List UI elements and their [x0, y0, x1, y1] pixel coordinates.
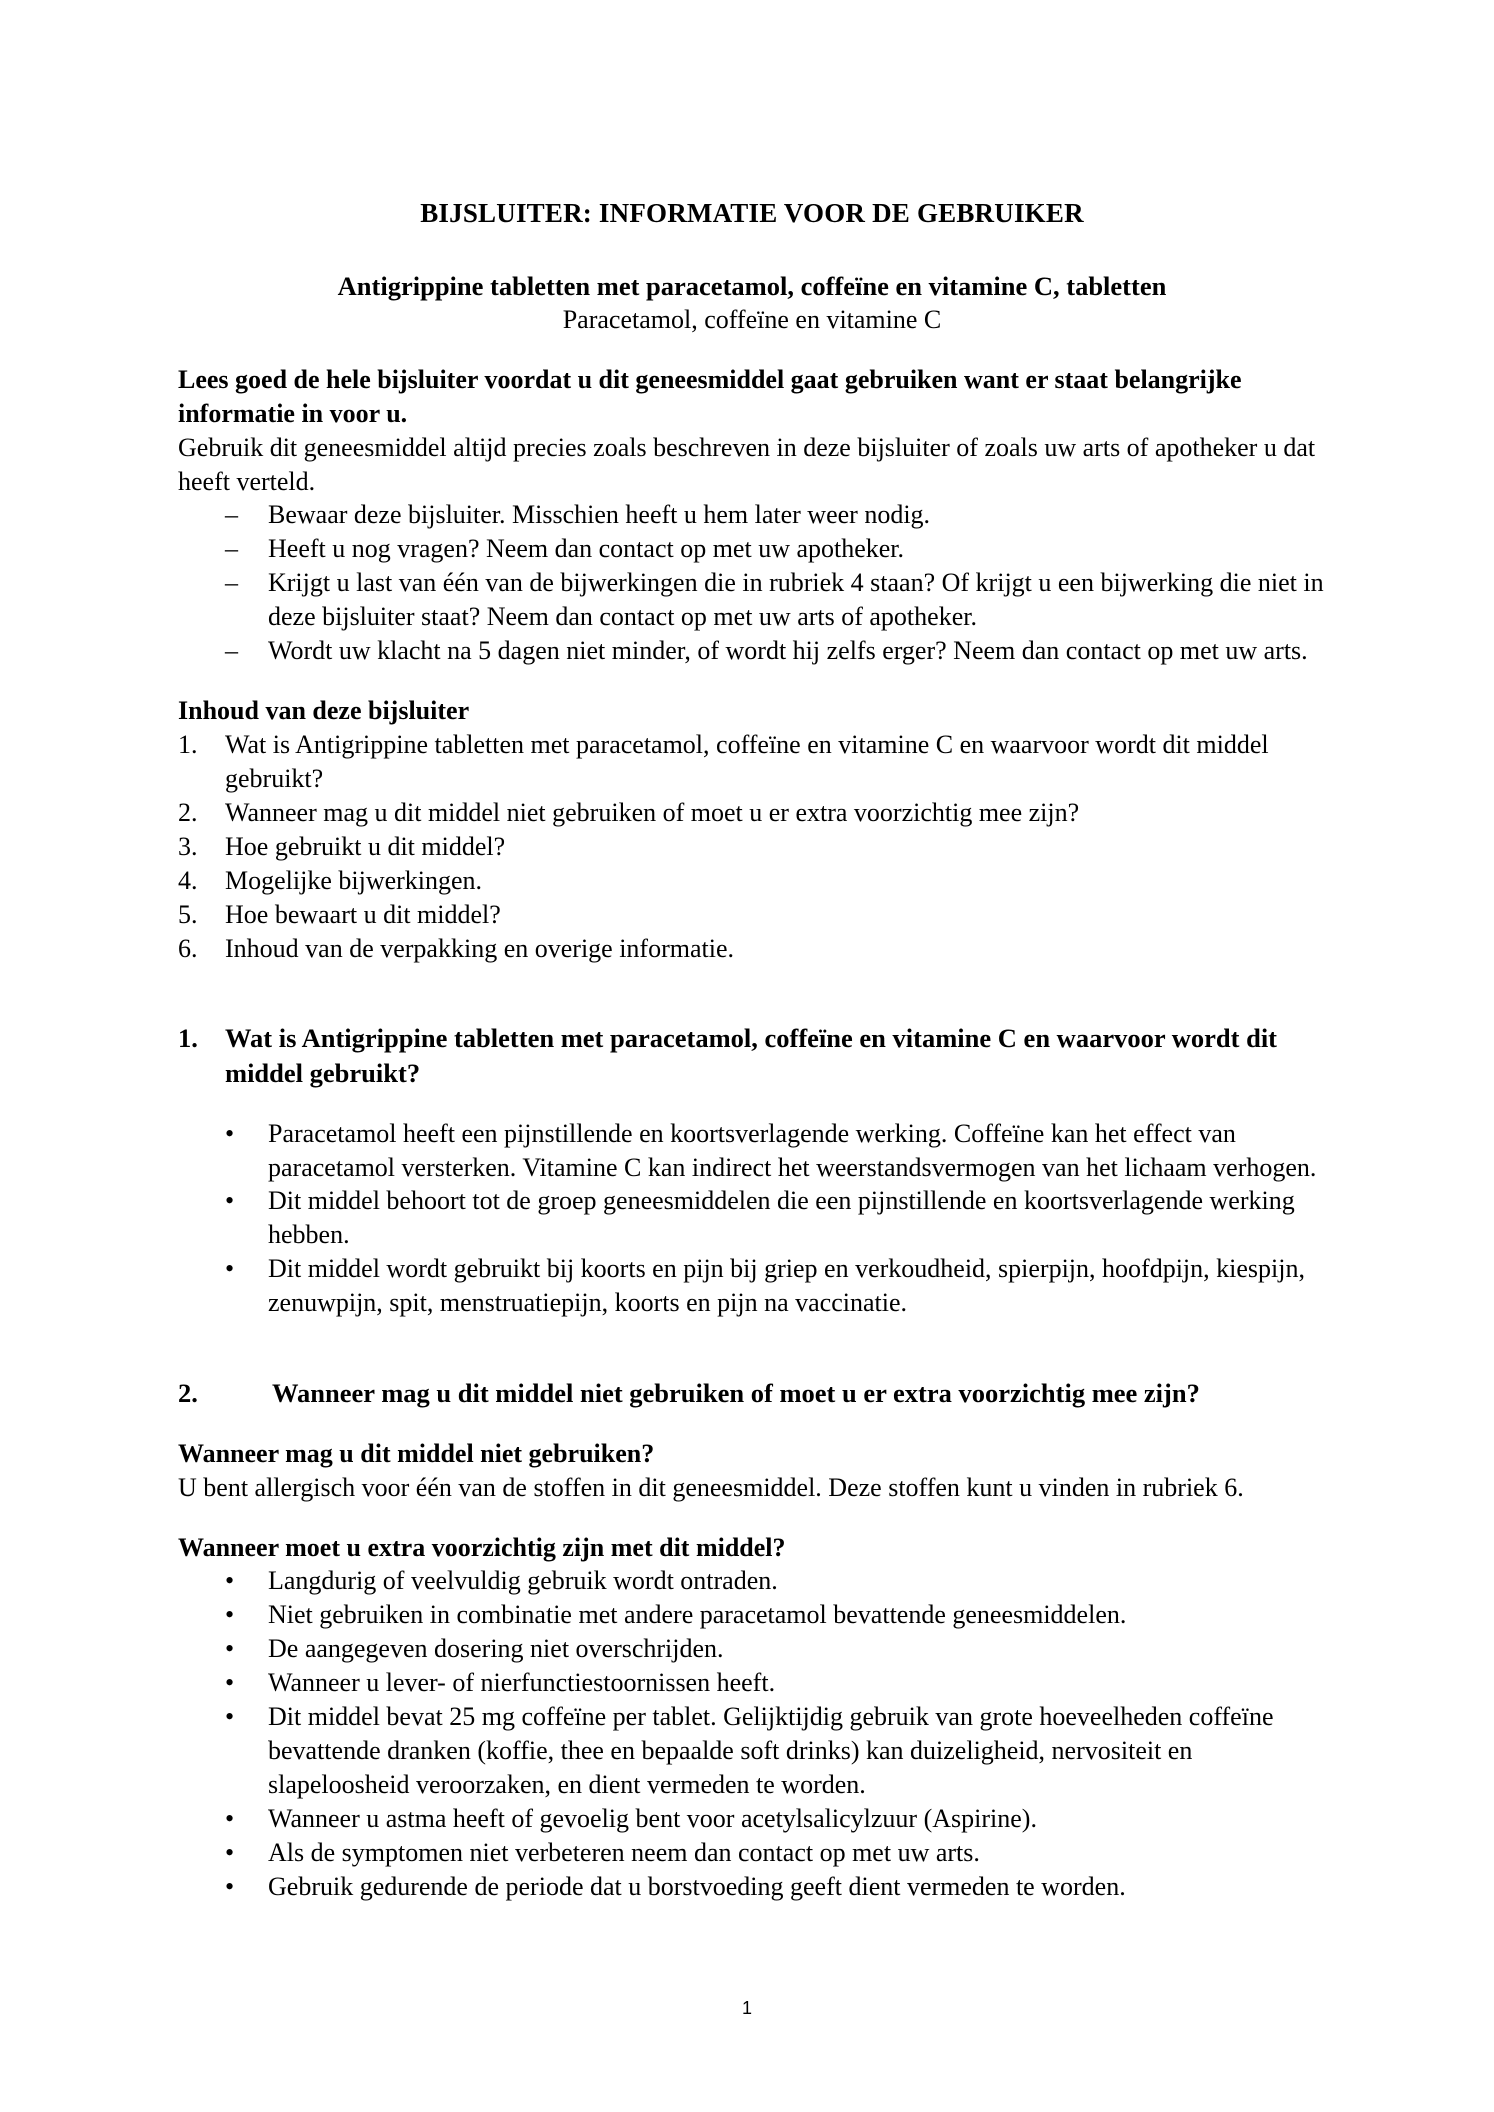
list-number: 1.: [178, 730, 198, 759]
list-number: 2.: [178, 797, 198, 827]
list-item-text: Gebruik gedurende de periode dat u borstvoeding geeft dient vermeden te worden.: [268, 1871, 1126, 1901]
dash-marker: –: [225, 500, 238, 530]
section-1-heading: [178, 1021, 1326, 1090]
intro-dash-list: [178, 498, 1326, 668]
bullet-marker: •: [225, 1837, 235, 1867]
list-item: [178, 932, 1326, 966]
list-number: 4.: [178, 865, 198, 895]
product-substances: Paracetamol, coffeïne en vitamine C: [562, 304, 942, 334]
section-1-bullet-list: [178, 1117, 1326, 1321]
list-item-text: Wordt uw klacht na 5 dagen niet minder, of wordt hij zelfs erger? Neem dan contact op met uw arts.: [268, 636, 1308, 666]
section-2-sub1-paragraph: U bent allergisch voor één van de stoffen in dit geneesmiddel. Deze stoffen kunt u vinden in rubriek 6.: [178, 1472, 1244, 1502]
list-item: [178, 1700, 1326, 1802]
dash-marker: –: [225, 568, 238, 598]
section-2-sub2-heading: Wanneer moet u extra voorzichtig zijn met dit middel?: [178, 1532, 786, 1562]
list-item: [178, 532, 1326, 566]
list-item-text: Wanneer u lever- of nierfunctiestoornissen heeft.: [268, 1668, 776, 1698]
bullet-marker: •: [225, 1566, 235, 1596]
bullet-marker: •: [225, 1118, 235, 1148]
toc-list: [178, 728, 1326, 965]
list-item-text: Mogelijke bijwerkingen.: [225, 865, 483, 895]
list-item-text: Hoe gebruikt u dit middel?: [225, 831, 506, 861]
intro-paragraph: Gebruik dit geneesmiddel altijd precies zoals beschreven in deze bijsluiter of zoals uw arts of apotheker u dat heeft verteld.: [178, 432, 1316, 496]
list-item-text: Hoe bewaart u dit middel?: [225, 899, 501, 929]
list-item-text: Wanneer mag u dit middel niet gebruiken of moet u er extra voorzichtig mee zijn?: [225, 797, 1080, 827]
bullet-marker: •: [225, 1600, 235, 1630]
list-item: [178, 1252, 1326, 1320]
list-item: [178, 634, 1326, 668]
dash-marker: –: [225, 636, 238, 666]
section-number: 2.: [178, 1378, 198, 1409]
list-item: [178, 1836, 1326, 1870]
list-item: [178, 830, 1326, 864]
bullet-marker: •: [225, 1186, 235, 1216]
dash-marker: –: [225, 534, 238, 564]
bullet-marker: •: [225, 1634, 235, 1664]
section-2-sub1-heading: Wanneer mag u dit middel niet gebruiken?: [178, 1438, 655, 1468]
list-item-text: Paracetamol heeft een pijnstillende en koortsverlagende werking. Coffeïne kan het effect van paracetamol versterken. Vitamine C kan indirect het weerstandsvermogen van het lichaam verhogen.: [268, 1118, 1317, 1182]
list-item: [178, 1117, 1326, 1185]
list-item: [178, 1184, 1326, 1252]
document-content: [178, 196, 1326, 1904]
list-item: [178, 1870, 1326, 1904]
list-item: [178, 796, 1326, 830]
section-number: 1.: [178, 1023, 198, 1054]
list-item: [178, 728, 1326, 796]
list-item-text: Krijgt u last van één van de bijwerkingen die in rubriek 4 staan? Of krijgt u een bijwerking die niet in deze bijsluiter staat? Neem dan contact op met uw arts of apotheker.: [268, 568, 1324, 632]
list-item: [178, 566, 1326, 634]
list-item: [178, 1564, 1326, 1598]
page-number: 1: [741, 1998, 752, 2018]
list-item: [178, 498, 1326, 532]
list-number: 6.: [178, 933, 198, 963]
intro-lead-bold: Lees goed de hele bijsluiter voordat u dit geneesmiddel gaat gebruiken want er staat belangrijke informatie in voor u.: [178, 364, 1242, 428]
product-name: Antigrippine tabletten met paracetamol, coffeïne en vitamine C, tabletten: [337, 270, 1167, 301]
bullet-marker: •: [225, 1871, 235, 1901]
list-item: [178, 1802, 1326, 1836]
list-item: [178, 898, 1326, 932]
list-number: 3.: [178, 831, 198, 861]
list-item-text: Wat is Antigrippine tabletten met paracetamol, coffeïne en vitamine C en waarvoor wordt dit middel gebruikt?: [225, 730, 1269, 793]
list-item-text: Wanneer u astma heeft of gevoelig bent voor acetylsalicylzuur (Aspirine).: [268, 1803, 1037, 1833]
list-item-text: Dit middel wordt gebruikt bij koorts en pijn bij griep en verkoudheid, spierpijn, hoofdpijn, kiespijn, zenuwpijn, spit, menstruatiepijn, koorts en pijn na vaccinatie.: [268, 1254, 1305, 1318]
section-heading-text: Wanneer mag u dit middel niet gebruiken of moet u er extra voorzichtig mee zijn?: [272, 1378, 1200, 1409]
list-item: [178, 1598, 1326, 1632]
list-item: [178, 864, 1326, 898]
bullet-marker: •: [225, 1254, 235, 1284]
list-item-text: Als de symptomen niet verbeteren neem dan contact op met uw arts.: [268, 1837, 980, 1867]
bullet-marker: •: [225, 1702, 235, 1732]
bullet-marker: •: [225, 1668, 235, 1698]
list-item-text: Langdurig of veelvuldig gebruik wordt ontraden.: [268, 1566, 778, 1596]
section-2-bullet-list: [178, 1564, 1326, 1903]
list-item: [178, 1666, 1326, 1700]
list-item-text: Bewaar deze bijsluiter. Misschien heeft u hem later weer nodig.: [268, 500, 931, 530]
list-item-text: Dit middel bevat 25 mg coffeïne per tablet. Gelijktijdig gebruik van grote hoeveelheden coffeïne bevattende dranken (koffie, thee en bepaalde soft drinks) kan duizeligheid, nervositeit en slapeloosheid veroorzaken, en dient vermeden te worden.: [268, 1702, 1274, 1800]
list-number: 5.: [178, 899, 198, 929]
list-item-text: De aangegeven dosering niet overschrijden.: [268, 1634, 724, 1664]
list-item-text: Niet gebruiken in combinatie met andere paracetamol bevattende geneesmiddelen.: [268, 1600, 1127, 1630]
toc-heading: Inhoud van deze bijsluiter: [178, 696, 470, 726]
list-item-text: Heeft u nog vragen? Neem dan contact op met uw apotheker.: [268, 534, 905, 564]
document-title: BIJSLUITER: INFORMATIE VOOR DE GEBRUIKER: [420, 198, 1084, 228]
list-item: [178, 1632, 1326, 1666]
section-heading-text: Wat is Antigrippine tabletten met paracetamol, coffeïne en vitamine C en waarvoor wordt dit middel gebruikt?: [225, 1023, 1278, 1089]
list-item-text: Dit middel behoort tot de groep geneesmiddelen die een pijnstillende en koortsverlagende werking hebben.: [268, 1186, 1295, 1250]
list-item-text: Inhoud van de verpakking en overige informatie.: [225, 933, 734, 963]
bullet-marker: •: [225, 1803, 235, 1833]
section-2-heading: [178, 1376, 1326, 1411]
